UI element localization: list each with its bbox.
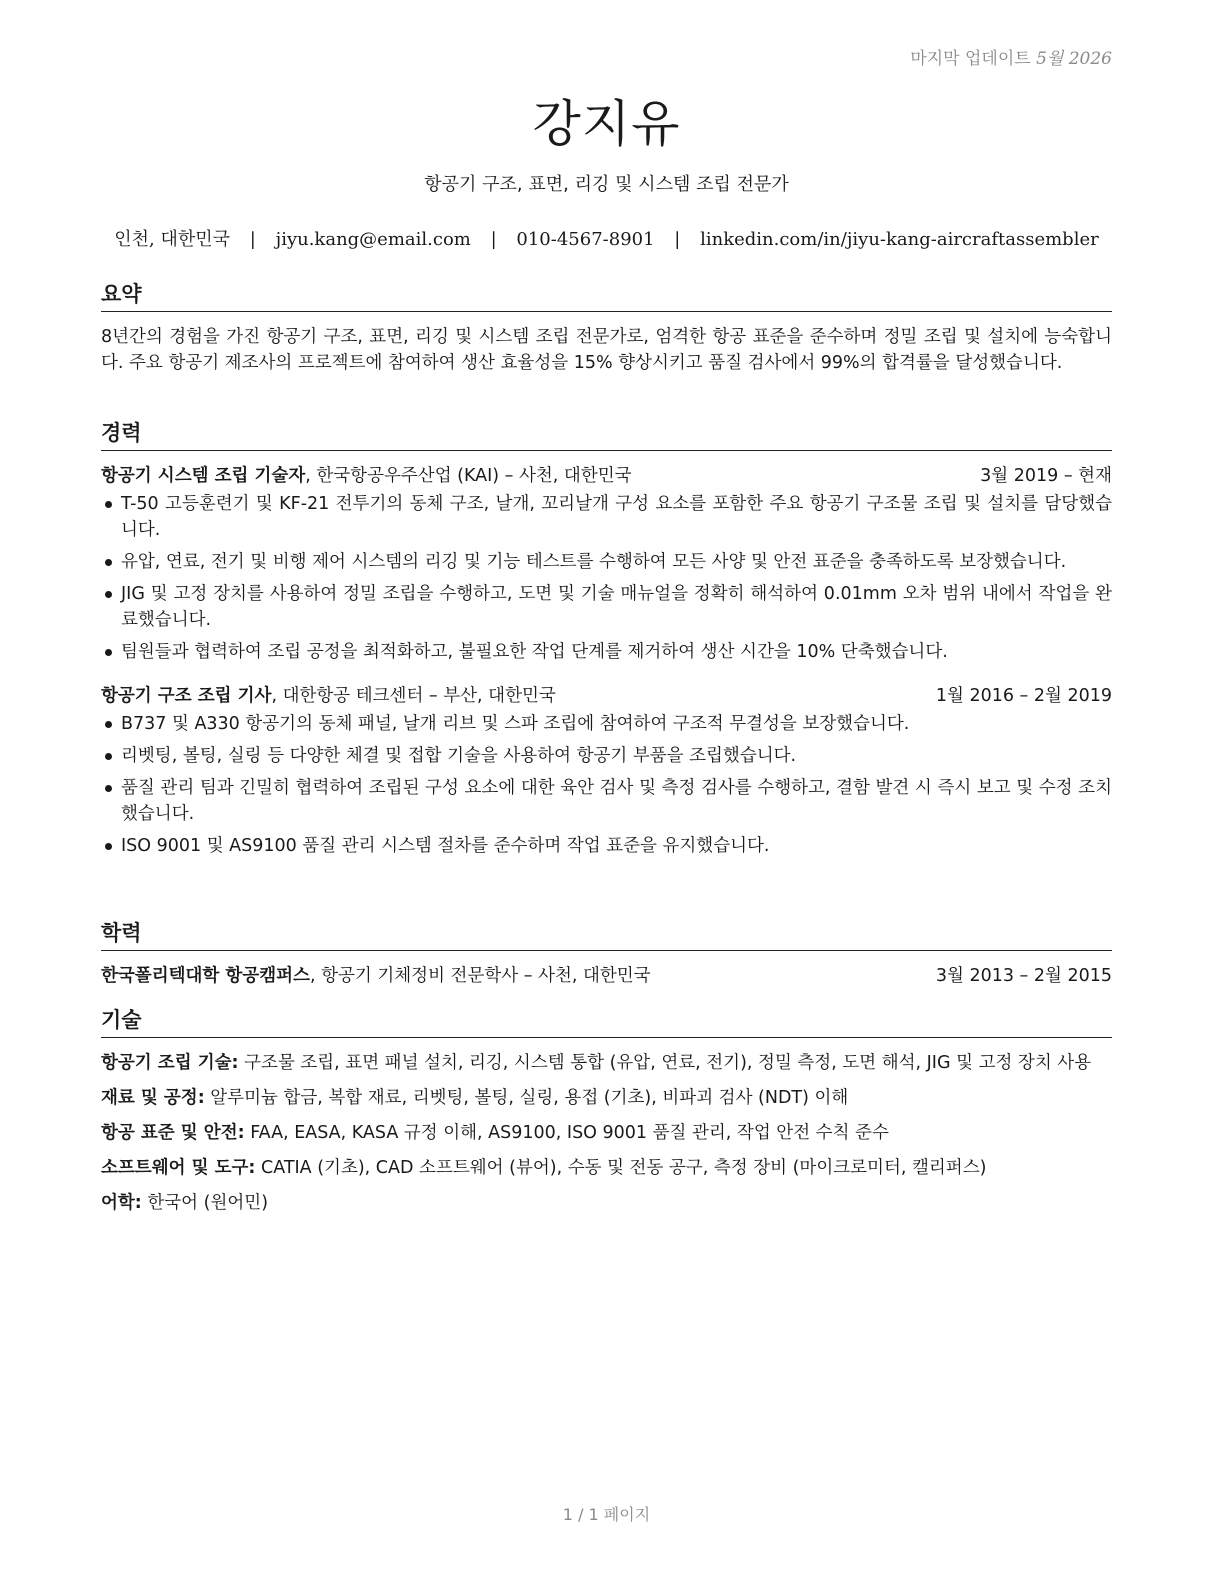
job-role-org bbox=[101, 463, 632, 489]
list-item: 품질 관리 팀과 긴밀히 협력하여 조립된 구성 요소에 대한 육안 검사 및 측정 검사를 수행하고, 결함 발견 시 즉시 보고 및 수정 조치했습니다. bbox=[101, 775, 1112, 827]
last-updated bbox=[910, 44, 1112, 69]
list-item: 리벳팅, 볼팅, 실링 등 다양한 체결 및 접합 기술을 사용하여 항공기 부품을 조립했습니다. bbox=[101, 743, 1112, 769]
education-title: 학력 bbox=[101, 917, 1112, 951]
skill-label: 재료 및 공정: bbox=[101, 1088, 205, 1108]
education-school-detail bbox=[101, 963, 651, 989]
experience-title: 경력 bbox=[101, 417, 1112, 451]
skill-value: 한국어 (원어민) bbox=[141, 1193, 269, 1213]
job-dates: 3월 2019 – 현재 bbox=[980, 466, 1112, 486]
last-updated-label: 마지막 업데이트 bbox=[910, 49, 1031, 69]
list-item: B737 및 A330 항공기의 동체 패널, 날개 리브 및 스파 조립에 참여하여 구조적 무결성을 보장했습니다. bbox=[101, 711, 1112, 737]
list-item: ISO 9001 및 AS9100 품질 관리 시스템 절차를 준수하며 작업 표준을 유지했습니다. bbox=[101, 833, 1112, 859]
job-header bbox=[101, 683, 1112, 709]
job-bullets bbox=[101, 491, 1112, 665]
skill-row bbox=[101, 1120, 1112, 1146]
skill-label: 어학: bbox=[101, 1193, 142, 1213]
contact-linkedin[interactable]: linkedin.com/in/jiyu-kang-aircraftassembler bbox=[700, 229, 1099, 250]
contact-email[interactable]: jiyu.kang@email.com bbox=[275, 229, 471, 250]
contact-line bbox=[101, 225, 1112, 251]
skills-title: 기술 bbox=[101, 1004, 1112, 1038]
job-role-org bbox=[101, 683, 556, 709]
resume-page bbox=[101, 0, 1112, 1584]
education-entry bbox=[101, 963, 1112, 989]
education-detail: , 항공기 기체정비 전문학사 – 사천, 대한민국 bbox=[309, 966, 651, 986]
skill-label: 항공기 조립 기술: bbox=[101, 1053, 239, 1073]
job-org: , 한국항공우주산업 (KAI) – 사천, 대한민국 bbox=[305, 466, 632, 486]
contact-location: 인천, 대한민국 bbox=[114, 229, 231, 250]
job-entry bbox=[101, 683, 1112, 859]
education-dates: 3월 2013 – 2월 2015 bbox=[935, 966, 1112, 986]
summary-title: 요약 bbox=[101, 278, 1112, 312]
job-dates: 1월 2016 – 2월 2019 bbox=[935, 686, 1112, 706]
education-school: 한국폴리텍대학 항공캠퍼스 bbox=[101, 966, 310, 986]
job-org: , 대한항공 테크센터 – 부산, 대한민국 bbox=[271, 686, 556, 706]
last-updated-date: 5월 2026 bbox=[1036, 49, 1112, 69]
skill-label: 항공 표준 및 안전: bbox=[101, 1123, 245, 1143]
skill-row bbox=[101, 1050, 1112, 1076]
person-name: 강지유 bbox=[532, 95, 681, 153]
skill-label: 소프트웨어 및 도구: bbox=[101, 1158, 256, 1178]
job-bullets bbox=[101, 711, 1112, 859]
contact-separator: | bbox=[249, 229, 256, 250]
list-item: 유압, 연료, 전기 및 비행 제어 시스템의 리깅 및 기능 테스트를 수행하여 모든 사양 및 안전 표준을 충족하도록 보장했습니다. bbox=[101, 549, 1112, 575]
skills-section bbox=[101, 1004, 1112, 1225]
list-item: 팀원들과 협력하여 조립 공정을 최적화하고, 불필요한 작업 단계를 제거하여 생산 시간을 10% 단축했습니다. bbox=[101, 639, 1112, 665]
job-header bbox=[101, 463, 1112, 489]
experience-section bbox=[101, 417, 1112, 865]
skill-row bbox=[101, 1085, 1112, 1111]
summary-section bbox=[101, 278, 1112, 376]
job-role: 항공기 시스템 조립 기술자 bbox=[101, 466, 306, 486]
list-item: JIG 및 고정 장치를 사용하여 정밀 조립을 수행하고, 도면 및 기술 매뉴얼을 정확히 해석하여 0.01mm 오차 범위 내에서 작업을 완료했습니다. bbox=[101, 581, 1112, 633]
job-role: 항공기 구조 조립 기사 bbox=[101, 686, 272, 706]
list-item: T-50 고등훈련기 및 KF-21 전투기의 동체 구조, 날개, 꼬리날개 구성 요소를 포함한 주요 항공기 구조물 조립 및 설치를 담당했습니다. bbox=[101, 491, 1112, 543]
education-section bbox=[101, 917, 1112, 991]
skill-value: 알루미늄 합금, 복합 재료, 리벳팅, 볼팅, 실링, 용접 (기초), 비파괴 검사 (NDT) 이해 bbox=[204, 1088, 849, 1108]
page-number: 1 / 1 페이지 bbox=[562, 1505, 651, 1524]
summary-text: 8년간의 경험을 가진 항공기 구조, 표면, 리깅 및 시스템 조립 전문가로, 엄격한 항공 표준을 준수하며 정밀 조립 및 설치에 능숙합니다. 주요 항공기 제조사의 프로젝트에 참여하여 생산 효율성을 15% 향상시키고 품질 검사에서 99%의 합격률을 달성했습니다. bbox=[101, 327, 1112, 373]
contact-separator: | bbox=[490, 229, 497, 250]
skill-value: 구조물 조립, 표면 패널 설치, 리깅, 시스템 통합 (유압, 연료, 전기), 정밀 측정, 도면 해석, JIG 및 고정 장치 사용 bbox=[238, 1053, 1092, 1073]
contact-separator: | bbox=[674, 229, 681, 250]
headline: 항공기 구조, 표면, 리깅 및 시스템 조립 전문가 bbox=[424, 174, 789, 195]
skill-value: FAA, EASA, KASA 규정 이해, AS9100, ISO 9001 품질 관리, 작업 안전 수칙 준수 bbox=[244, 1123, 889, 1143]
skill-row bbox=[101, 1155, 1112, 1181]
job-entry bbox=[101, 463, 1112, 665]
skill-row bbox=[101, 1190, 1112, 1216]
contact-phone: 010-4567-8901 bbox=[516, 229, 655, 250]
skill-value: CATIA (기초), CAD 소프트웨어 (뷰어), 수동 및 전동 공구, 측정 장비 (마이크로미터, 캘리퍼스) bbox=[255, 1158, 987, 1178]
